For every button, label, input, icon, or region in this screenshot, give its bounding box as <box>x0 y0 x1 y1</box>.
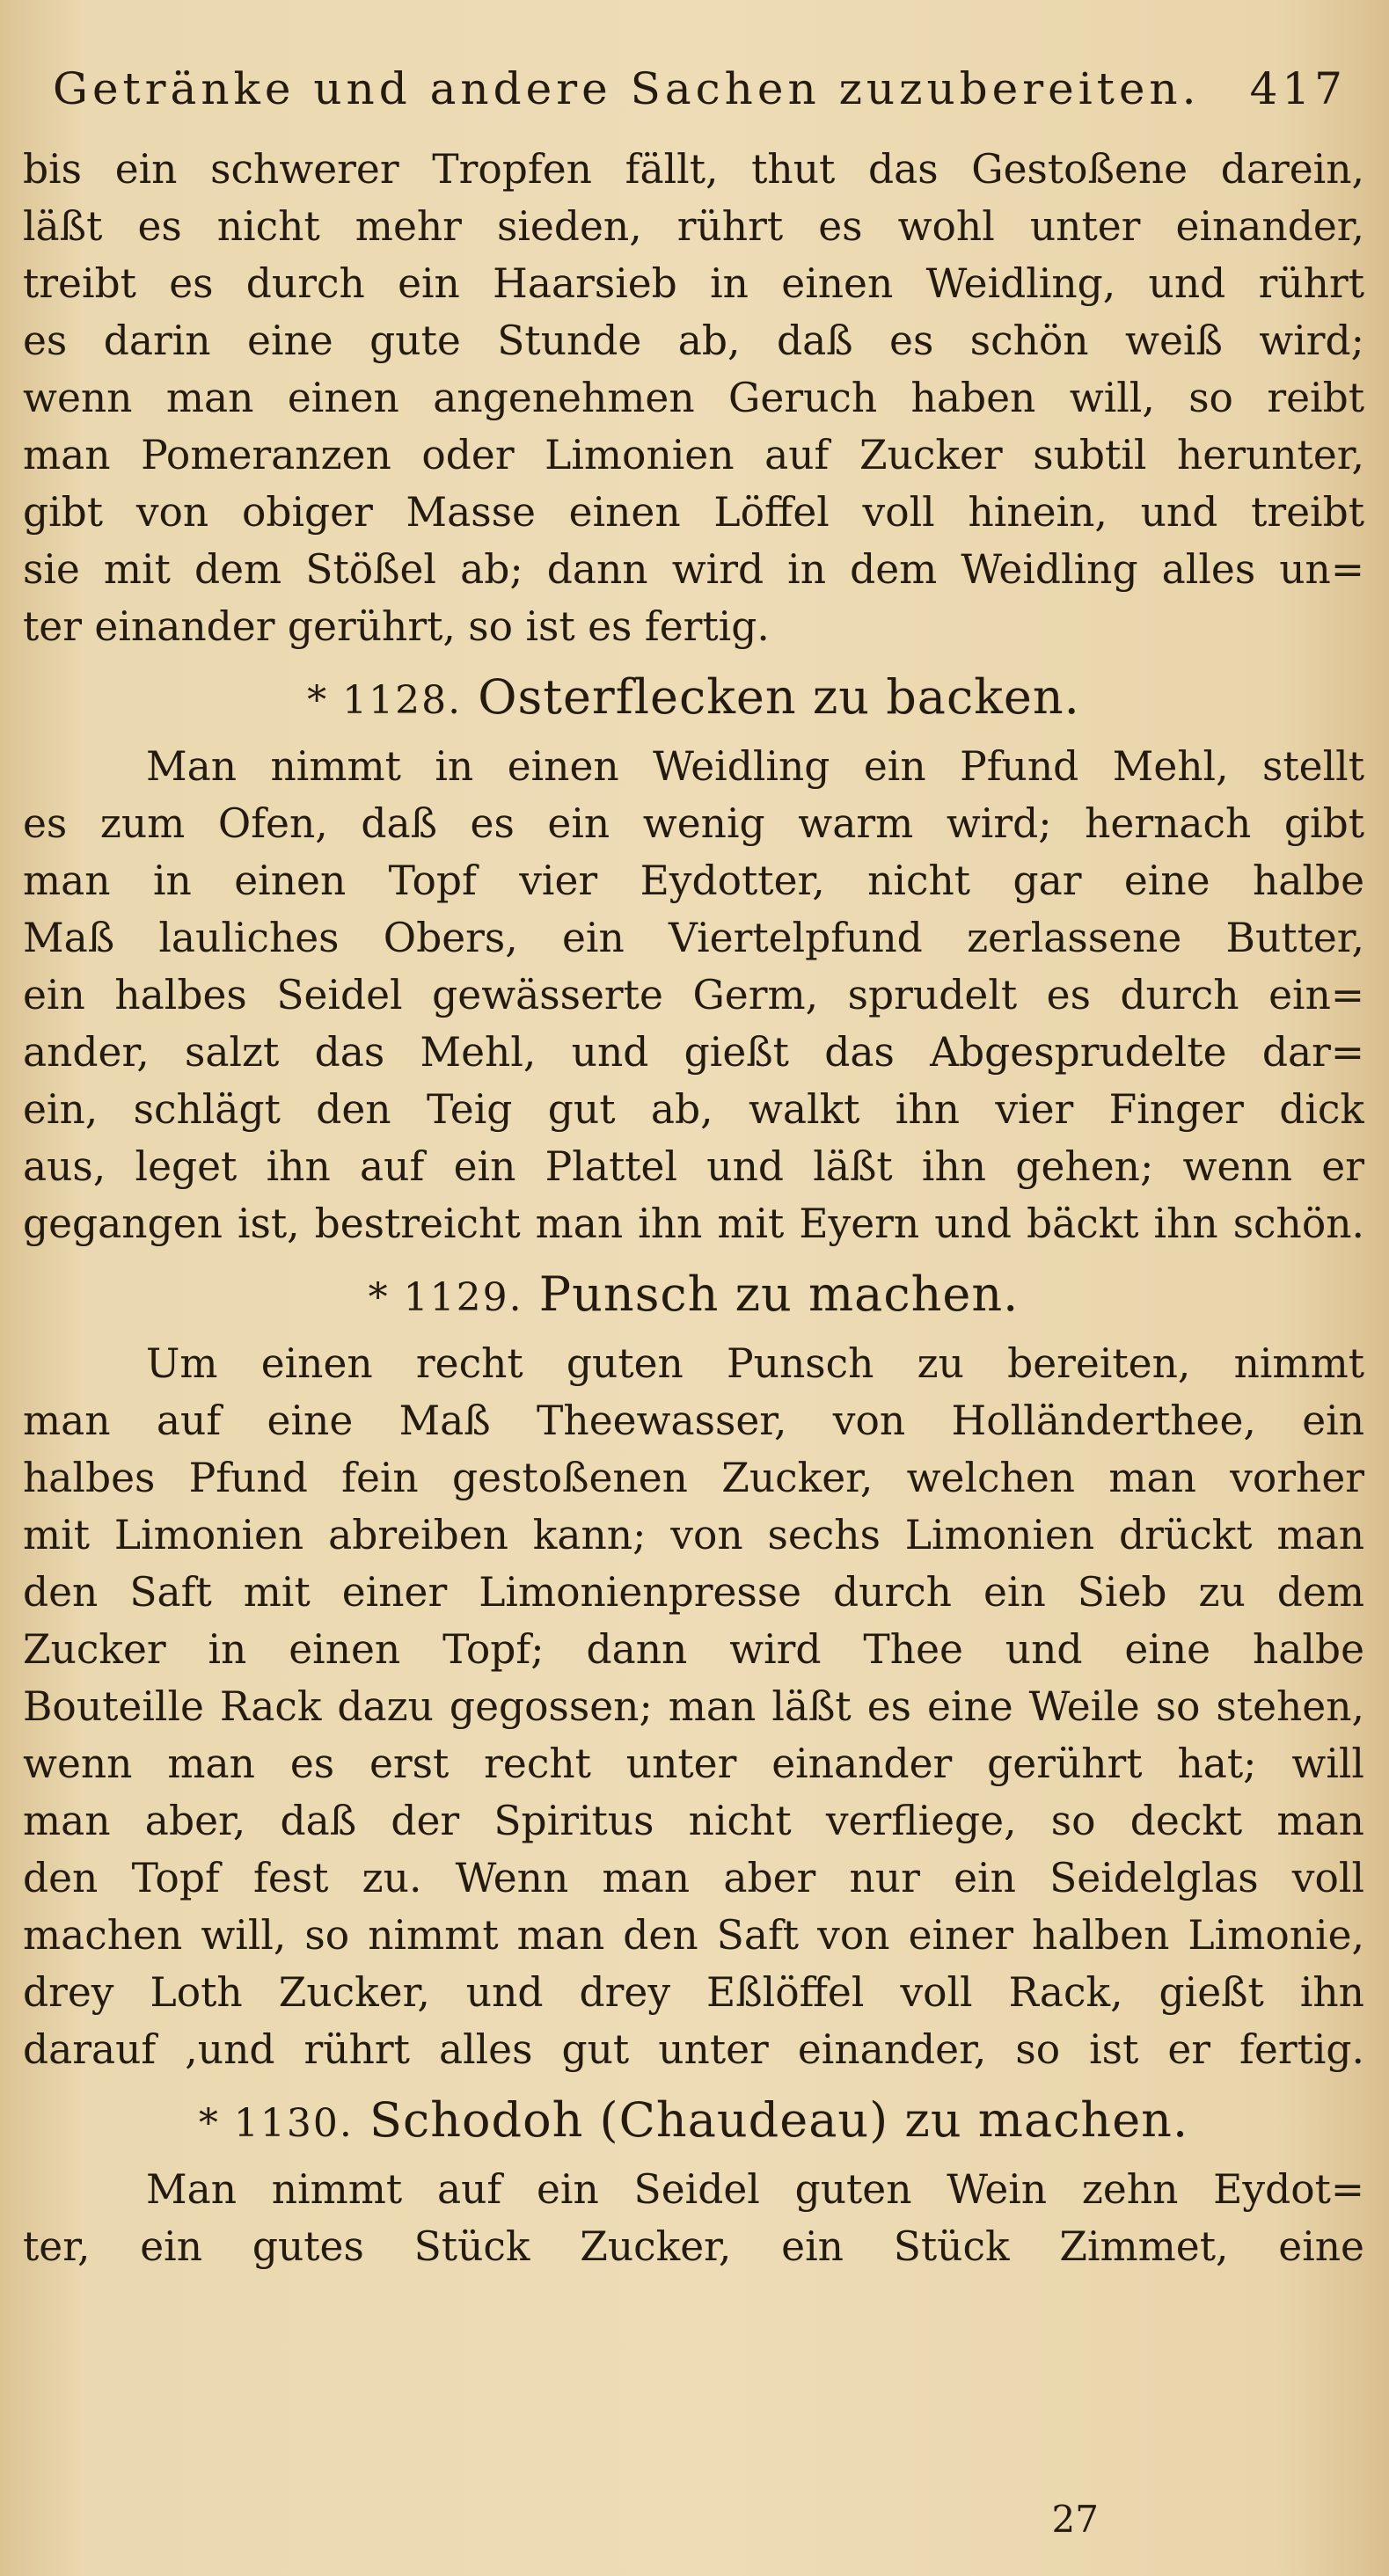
section-1130 <box>23 2085 1364 2275</box>
text-line: sie mit dem Stößel ab; dann wird in dem Weidling alles un= <box>23 546 1364 593</box>
text-line: ein halbes Seidel gewässerte Germ, sprudelt es durch ein= <box>23 972 1364 1018</box>
text-line: machen will, so nimmt man den Saft von einer halben Limonie, <box>23 1912 1364 1959</box>
text-line: ter einander gerührt, so ist es fertig. <box>23 603 770 650</box>
text-line: Man nimmt auf ein Seidel guten Wein zehn Eydot= <box>146 2166 1364 2213</box>
text-line: Bouteille Rack dazu gegossen; man läßt es eine Weile so stehen, <box>23 1683 1364 1730</box>
recipe-title: Punsch zu machen. <box>538 1266 1020 1322</box>
recipe-number: * 1128. <box>307 678 463 723</box>
recipe-heading <box>23 662 1364 733</box>
body-text <box>23 141 1364 2275</box>
page-number: 417 <box>1249 63 1347 114</box>
section-continuation <box>23 141 1364 655</box>
text-line: man aber, daß der Spiritus nicht verfliege, so deckt man <box>23 1798 1364 1844</box>
text-line: ter, ein gutes Stück Zucker, ein Stück Zimmet, eine <box>23 2223 1364 2270</box>
text-line: ein, schlägt den Teig gut ab, walkt ihn vier Finger dick <box>23 1086 1364 1133</box>
running-title: Getränke und andere Sachen zuzubereiten. <box>53 63 1201 114</box>
text-line: halbes Pfund fein gestoßenen Zucker, welchen man vorher <box>23 1455 1364 1501</box>
recipe-number: * 1130. <box>198 2101 354 2146</box>
text-line: gegangen ist, bestreicht man ihn mit Eyern und bäckt ihn schön. <box>23 1200 1364 1247</box>
text-line: wenn man es erst recht unter einander gerührt hat; will <box>23 1740 1364 1787</box>
text-line: bis ein schwerer Tropfen fällt, thut das Gestoßene darein, <box>23 146 1364 193</box>
text-line: Zucker in einen Topf; dann wird Thee und eine halbe <box>23 1626 1364 1673</box>
section-1128 <box>23 662 1364 1252</box>
text-line: wenn man einen angenehmen Geruch haben will, so reibt <box>23 375 1364 421</box>
text-line: Maß lauliches Obers, ein Viertelpfund zerlassene Butter, <box>23 915 1364 961</box>
text-line: ander, salzt das Mehl, und gießt das Abgesprudelte dar= <box>23 1029 1364 1076</box>
text-line: man auf eine Maß Theewasser, von Holländerthee, ein <box>23 1397 1364 1444</box>
text-line: drey Loth Zucker, und drey Eßlöffel voll Rack, gießt ihn <box>23 1969 1364 2016</box>
recipe-title: Osterflecken zu backen. <box>478 669 1080 725</box>
section-1129 <box>23 1259 1364 2078</box>
running-head <box>53 63 1347 125</box>
recipe-heading <box>23 2085 1364 2156</box>
text-line: treibt es durch ein Haarsieb in einen Weidling, und rührt <box>23 260 1364 307</box>
text-line: läßt es nicht mehr sieden, rührt es wohl unter einander, <box>23 203 1364 250</box>
text-line: man in einen Topf vier Eydotter, nicht gar eine halbe <box>23 857 1364 904</box>
text-line: Um einen recht guten Punsch zu bereiten, nimmt <box>146 1340 1364 1387</box>
text-line: mit Limonien abreiben kann; von sechs Limonien drückt man <box>23 1512 1364 1558</box>
text-line: es darin eine gute Stunde ab, daß es schön weiß wird; <box>23 317 1364 364</box>
text-line: Man nimmt in einen Weidling ein Pfund Mehl, stellt <box>146 743 1364 790</box>
text-line: den Saft mit einer Limonienpresse durch ein Sieb zu dem <box>23 1569 1364 1616</box>
text-line: man Pomeranzen oder Limonien auf Zucker subtil herunter, <box>23 432 1364 478</box>
printer-signature: 27 <box>1051 2498 1099 2541</box>
recipe-heading <box>23 1259 1364 1330</box>
recipe-number: * 1129. <box>368 1275 523 1320</box>
text-line: gibt von obiger Masse einen Löffel voll hinein, und treibt <box>23 489 1364 536</box>
text-line: den Topf fest zu. Wenn man aber nur ein Seidelglas voll <box>23 1855 1364 1901</box>
text-line: aus, leget ihn auf ein Plattel und läßt ihn gehen; wenn er <box>23 1143 1364 1190</box>
text-line: es zum Ofen, daß es ein wenig warm wird; hernach gibt <box>23 800 1364 847</box>
text-line: darauf ,und rührt alles gut unter einander, so ist er fertig. <box>23 2026 1364 2073</box>
recipe-title: Schodoh (Chaudeau) zu machen. <box>369 2092 1189 2148</box>
